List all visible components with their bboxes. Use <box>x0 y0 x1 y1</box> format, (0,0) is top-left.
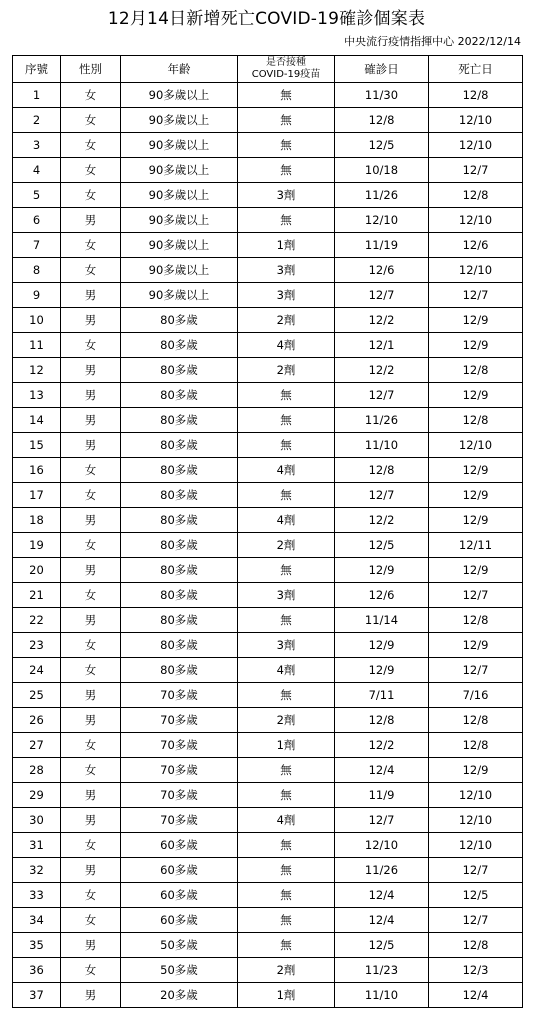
cell-death: 12/10 <box>429 108 523 133</box>
cell-sex: 男 <box>61 283 121 308</box>
cell-confirmed: 12/9 <box>335 633 429 658</box>
cell-seq: 24 <box>13 658 61 683</box>
cell-vaccinated: 無 <box>238 158 335 183</box>
table-row <box>13 658 523 683</box>
cell-vaccinated: 無 <box>238 758 335 783</box>
table-row <box>13 358 523 383</box>
cell-death: 12/10 <box>429 133 523 158</box>
cell-sex: 男 <box>61 408 121 433</box>
cell-confirmed: 12/9 <box>335 658 429 683</box>
cell-death: 12/10 <box>429 783 523 808</box>
cell-age: 80多歲 <box>121 308 238 333</box>
cell-vaccinated: 4劑 <box>238 333 335 358</box>
cell-vaccinated: 無 <box>238 783 335 808</box>
cell-sex: 男 <box>61 783 121 808</box>
header-vaccinated-line1: 是否接種 <box>266 57 306 68</box>
cell-age: 80多歲 <box>121 333 238 358</box>
cell-age: 70多歲 <box>121 783 238 808</box>
cell-vaccinated: 無 <box>238 883 335 908</box>
cell-vaccinated: 2劑 <box>238 533 335 558</box>
cell-age: 50多歲 <box>121 933 238 958</box>
table-row <box>13 158 523 183</box>
cell-sex: 女 <box>61 258 121 283</box>
table-row <box>13 933 523 958</box>
cell-confirmed: 12/10 <box>335 208 429 233</box>
table-row <box>13 983 523 1008</box>
table-row <box>13 883 523 908</box>
cell-sex: 女 <box>61 83 121 108</box>
table-row <box>13 733 523 758</box>
cell-seq: 19 <box>13 533 61 558</box>
cell-death: 12/9 <box>429 308 523 333</box>
cell-vaccinated: 4劑 <box>238 508 335 533</box>
cell-death: 12/3 <box>429 958 523 983</box>
cell-seq: 14 <box>13 408 61 433</box>
cell-sex: 女 <box>61 733 121 758</box>
cell-death: 12/7 <box>429 583 523 608</box>
cell-confirmed: 11/26 <box>335 858 429 883</box>
cell-sex: 男 <box>61 433 121 458</box>
cell-vaccinated: 4劑 <box>238 658 335 683</box>
cell-vaccinated: 1劑 <box>238 233 335 258</box>
cell-confirmed: 11/9 <box>335 783 429 808</box>
cell-vaccinated: 無 <box>238 208 335 233</box>
cell-age: 90多歲以上 <box>121 233 238 258</box>
table-row <box>13 333 523 358</box>
cell-age: 80多歲 <box>121 633 238 658</box>
cell-age: 60多歲 <box>121 858 238 883</box>
cell-sex: 男 <box>61 708 121 733</box>
table-row <box>13 558 523 583</box>
cell-age: 80多歲 <box>121 483 238 508</box>
cell-age: 60多歲 <box>121 833 238 858</box>
cell-confirmed: 10/18 <box>335 158 429 183</box>
cell-vaccinated: 無 <box>238 433 335 458</box>
cell-confirmed: 11/10 <box>335 433 429 458</box>
cell-sex: 男 <box>61 608 121 633</box>
table-row <box>13 133 523 158</box>
table-row <box>13 583 523 608</box>
cell-age: 70多歲 <box>121 683 238 708</box>
cell-age: 90多歲以上 <box>121 83 238 108</box>
cell-confirmed: 12/2 <box>335 308 429 333</box>
cell-age: 50多歲 <box>121 958 238 983</box>
cell-age: 70多歲 <box>121 808 238 833</box>
cell-death: 12/7 <box>429 658 523 683</box>
header-confirmed: 確診日 <box>335 56 429 83</box>
cell-death: 12/8 <box>429 408 523 433</box>
cell-seq: 32 <box>13 858 61 883</box>
cell-age: 90多歲以上 <box>121 283 238 308</box>
cell-age: 80多歲 <box>121 533 238 558</box>
cell-confirmed: 12/7 <box>335 808 429 833</box>
cell-sex: 女 <box>61 908 121 933</box>
cell-confirmed: 11/19 <box>335 233 429 258</box>
cell-death: 7/16 <box>429 683 523 708</box>
cell-death: 12/11 <box>429 533 523 558</box>
table-row <box>13 683 523 708</box>
cell-age: 70多歲 <box>121 733 238 758</box>
cell-seq: 9 <box>13 283 61 308</box>
table-row <box>13 383 523 408</box>
cell-sex: 女 <box>61 833 121 858</box>
table-row <box>13 408 523 433</box>
cell-age: 60多歲 <box>121 908 238 933</box>
cell-seq: 1 <box>13 83 61 108</box>
cell-confirmed: 12/9 <box>335 558 429 583</box>
cell-sex: 女 <box>61 183 121 208</box>
cell-death: 12/5 <box>429 883 523 908</box>
table-row <box>13 283 523 308</box>
cell-confirmed: 12/5 <box>335 133 429 158</box>
cell-confirmed: 12/8 <box>335 108 429 133</box>
header-age: 年齡 <box>121 56 238 83</box>
cell-confirmed: 7/11 <box>335 683 429 708</box>
cell-vaccinated: 3劑 <box>238 283 335 308</box>
cell-seq: 10 <box>13 308 61 333</box>
cell-confirmed: 12/5 <box>335 933 429 958</box>
cell-death: 12/8 <box>429 608 523 633</box>
header-death: 死亡日 <box>429 56 523 83</box>
table-row <box>13 633 523 658</box>
cell-age: 70多歲 <box>121 758 238 783</box>
cell-vaccinated: 3劑 <box>238 633 335 658</box>
cell-vaccinated: 無 <box>238 408 335 433</box>
cell-age: 80多歲 <box>121 383 238 408</box>
table-row <box>13 233 523 258</box>
cell-seq: 37 <box>13 983 61 1008</box>
cell-death: 12/10 <box>429 258 523 283</box>
header-vaccinated <box>238 56 335 83</box>
cell-vaccinated: 4劑 <box>238 458 335 483</box>
cell-seq: 4 <box>13 158 61 183</box>
cell-sex: 男 <box>61 858 121 883</box>
table-row <box>13 608 523 633</box>
cell-age: 90多歲以上 <box>121 158 238 183</box>
cell-sex: 女 <box>61 758 121 783</box>
cell-age: 80多歲 <box>121 558 238 583</box>
cell-vaccinated: 無 <box>238 133 335 158</box>
cell-confirmed: 11/14 <box>335 608 429 633</box>
cell-age: 60多歲 <box>121 883 238 908</box>
cell-sex: 男 <box>61 683 121 708</box>
cell-seq: 31 <box>13 833 61 858</box>
cell-death: 12/10 <box>429 208 523 233</box>
cell-confirmed: 11/23 <box>335 958 429 983</box>
cell-seq: 6 <box>13 208 61 233</box>
cell-age: 90多歲以上 <box>121 183 238 208</box>
cell-sex: 男 <box>61 933 121 958</box>
cell-confirmed: 12/2 <box>335 733 429 758</box>
cell-death: 12/9 <box>429 633 523 658</box>
cell-confirmed: 11/26 <box>335 408 429 433</box>
header-seq: 序號 <box>13 56 61 83</box>
table-row <box>13 433 523 458</box>
cell-confirmed: 12/8 <box>335 708 429 733</box>
cell-vaccinated: 無 <box>238 933 335 958</box>
cell-sex: 女 <box>61 458 121 483</box>
cell-confirmed: 11/10 <box>335 983 429 1008</box>
page-title: 12月14日新增死亡COVID-19確診個案表 <box>107 9 426 29</box>
table-row <box>13 708 523 733</box>
table-row <box>13 308 523 333</box>
cell-confirmed: 12/4 <box>335 758 429 783</box>
death-case-table <box>12 55 523 1008</box>
cell-confirmed: 12/6 <box>335 583 429 608</box>
cell-confirmed: 12/6 <box>335 258 429 283</box>
table-row <box>13 208 523 233</box>
cell-sex: 女 <box>61 133 121 158</box>
cell-death: 12/7 <box>429 158 523 183</box>
cell-vaccinated: 無 <box>238 683 335 708</box>
cell-seq: 25 <box>13 683 61 708</box>
table-row <box>13 783 523 808</box>
cell-death: 12/9 <box>429 758 523 783</box>
cell-sex: 女 <box>61 958 121 983</box>
cell-death: 12/9 <box>429 383 523 408</box>
table-row <box>13 858 523 883</box>
cell-sex: 女 <box>61 533 121 558</box>
cell-death: 12/9 <box>429 483 523 508</box>
cell-vaccinated: 無 <box>238 108 335 133</box>
cell-seq: 27 <box>13 733 61 758</box>
table-row <box>13 508 523 533</box>
cell-seq: 2 <box>13 108 61 133</box>
cell-vaccinated: 4劑 <box>238 808 335 833</box>
cell-sex: 女 <box>61 483 121 508</box>
cell-death: 12/8 <box>429 183 523 208</box>
cell-confirmed: 12/7 <box>335 283 429 308</box>
cell-age: 80多歲 <box>121 433 238 458</box>
cell-death: 12/10 <box>429 433 523 458</box>
cell-vaccinated: 無 <box>238 558 335 583</box>
cell-age: 90多歲以上 <box>121 258 238 283</box>
cell-sex: 男 <box>61 383 121 408</box>
table-row <box>13 808 523 833</box>
cell-age: 80多歲 <box>121 408 238 433</box>
cell-vaccinated: 無 <box>238 908 335 933</box>
cell-sex: 男 <box>61 508 121 533</box>
table-row <box>13 833 523 858</box>
cell-seq: 12 <box>13 358 61 383</box>
cell-seq: 7 <box>13 233 61 258</box>
table-row <box>13 83 523 108</box>
cell-age: 90多歲以上 <box>121 133 238 158</box>
cell-vaccinated: 2劑 <box>238 708 335 733</box>
cell-death: 12/7 <box>429 908 523 933</box>
cell-sex: 女 <box>61 633 121 658</box>
cell-confirmed: 12/5 <box>335 533 429 558</box>
cell-seq: 5 <box>13 183 61 208</box>
cell-sex: 女 <box>61 158 121 183</box>
cell-sex: 男 <box>61 558 121 583</box>
cell-death: 12/7 <box>429 283 523 308</box>
cell-death: 12/8 <box>429 83 523 108</box>
cell-confirmed: 12/4 <box>335 908 429 933</box>
cell-vaccinated: 3劑 <box>238 183 335 208</box>
cell-sex: 男 <box>61 358 121 383</box>
cell-seq: 35 <box>13 933 61 958</box>
cell-seq: 33 <box>13 883 61 908</box>
cell-vaccinated: 無 <box>238 608 335 633</box>
table-row <box>13 458 523 483</box>
cell-death: 12/9 <box>429 333 523 358</box>
cell-confirmed: 11/30 <box>335 83 429 108</box>
cell-vaccinated: 無 <box>238 483 335 508</box>
cell-vaccinated: 2劑 <box>238 358 335 383</box>
cell-confirmed: 11/26 <box>335 183 429 208</box>
table-header-row <box>13 56 523 83</box>
cell-death: 12/10 <box>429 808 523 833</box>
header-vaccinated-line2: COVID-19疫苗 <box>251 69 321 80</box>
cell-sex: 女 <box>61 108 121 133</box>
cell-vaccinated: 無 <box>238 858 335 883</box>
cell-death: 12/8 <box>429 933 523 958</box>
header-sex: 性別 <box>61 56 121 83</box>
cell-seq: 28 <box>13 758 61 783</box>
table-row <box>13 908 523 933</box>
cell-seq: 3 <box>13 133 61 158</box>
table-row <box>13 533 523 558</box>
cell-confirmed: 12/7 <box>335 383 429 408</box>
cell-seq: 16 <box>13 458 61 483</box>
cell-vaccinated: 2劑 <box>238 958 335 983</box>
cell-confirmed: 12/8 <box>335 458 429 483</box>
cell-death: 12/9 <box>429 508 523 533</box>
cell-seq: 30 <box>13 808 61 833</box>
cell-vaccinated: 2劑 <box>238 308 335 333</box>
cell-death: 12/8 <box>429 733 523 758</box>
cell-seq: 34 <box>13 908 61 933</box>
cell-sex: 女 <box>61 883 121 908</box>
cell-seq: 8 <box>13 258 61 283</box>
cell-confirmed: 12/10 <box>335 833 429 858</box>
cell-confirmed: 12/2 <box>335 358 429 383</box>
cell-vaccinated: 無 <box>238 83 335 108</box>
cell-sex: 男 <box>61 983 121 1008</box>
cell-age: 90多歲以上 <box>121 208 238 233</box>
cell-confirmed: 12/7 <box>335 483 429 508</box>
table-row <box>13 958 523 983</box>
cell-age: 80多歲 <box>121 608 238 633</box>
cell-death: 12/8 <box>429 358 523 383</box>
table-row <box>13 258 523 283</box>
cell-age: 90多歲以上 <box>121 108 238 133</box>
cell-sex: 女 <box>61 333 121 358</box>
cell-seq: 26 <box>13 708 61 733</box>
cell-vaccinated: 無 <box>238 833 335 858</box>
cell-sex: 男 <box>61 208 121 233</box>
table-row <box>13 758 523 783</box>
cell-seq: 13 <box>13 383 61 408</box>
cell-death: 12/4 <box>429 983 523 1008</box>
cell-death: 12/7 <box>429 858 523 883</box>
cell-seq: 21 <box>13 583 61 608</box>
cell-death: 12/9 <box>429 458 523 483</box>
cell-death: 12/10 <box>429 833 523 858</box>
source-note: 中央流行疫情指揮中心 2022/12/14 <box>344 35 521 48</box>
cell-seq: 20 <box>13 558 61 583</box>
table-row <box>13 483 523 508</box>
table-row <box>13 108 523 133</box>
cell-sex: 男 <box>61 808 121 833</box>
cell-age: 80多歲 <box>121 658 238 683</box>
cell-death: 12/9 <box>429 558 523 583</box>
cell-sex: 女 <box>61 233 121 258</box>
cell-age: 20多歲 <box>121 983 238 1008</box>
cell-death: 12/8 <box>429 708 523 733</box>
cell-vaccinated: 1劑 <box>238 983 335 1008</box>
cell-seq: 36 <box>13 958 61 983</box>
cell-sex: 女 <box>61 583 121 608</box>
cell-confirmed: 12/2 <box>335 508 429 533</box>
cell-confirmed: 12/1 <box>335 333 429 358</box>
cell-vaccinated: 無 <box>238 383 335 408</box>
cell-age: 80多歲 <box>121 458 238 483</box>
cell-seq: 23 <box>13 633 61 658</box>
cell-seq: 29 <box>13 783 61 808</box>
cell-vaccinated: 1劑 <box>238 733 335 758</box>
cell-confirmed: 12/4 <box>335 883 429 908</box>
table-row <box>13 183 523 208</box>
cell-seq: 18 <box>13 508 61 533</box>
cell-age: 70多歲 <box>121 708 238 733</box>
cell-age: 80多歲 <box>121 508 238 533</box>
cell-vaccinated: 3劑 <box>238 258 335 283</box>
cell-age: 80多歲 <box>121 358 238 383</box>
cell-sex: 男 <box>61 308 121 333</box>
cell-sex: 女 <box>61 658 121 683</box>
cell-seq: 15 <box>13 433 61 458</box>
cell-death: 12/6 <box>429 233 523 258</box>
cell-vaccinated: 3劑 <box>238 583 335 608</box>
cell-seq: 17 <box>13 483 61 508</box>
cell-seq: 22 <box>13 608 61 633</box>
cell-age: 80多歲 <box>121 583 238 608</box>
cell-seq: 11 <box>13 333 61 358</box>
